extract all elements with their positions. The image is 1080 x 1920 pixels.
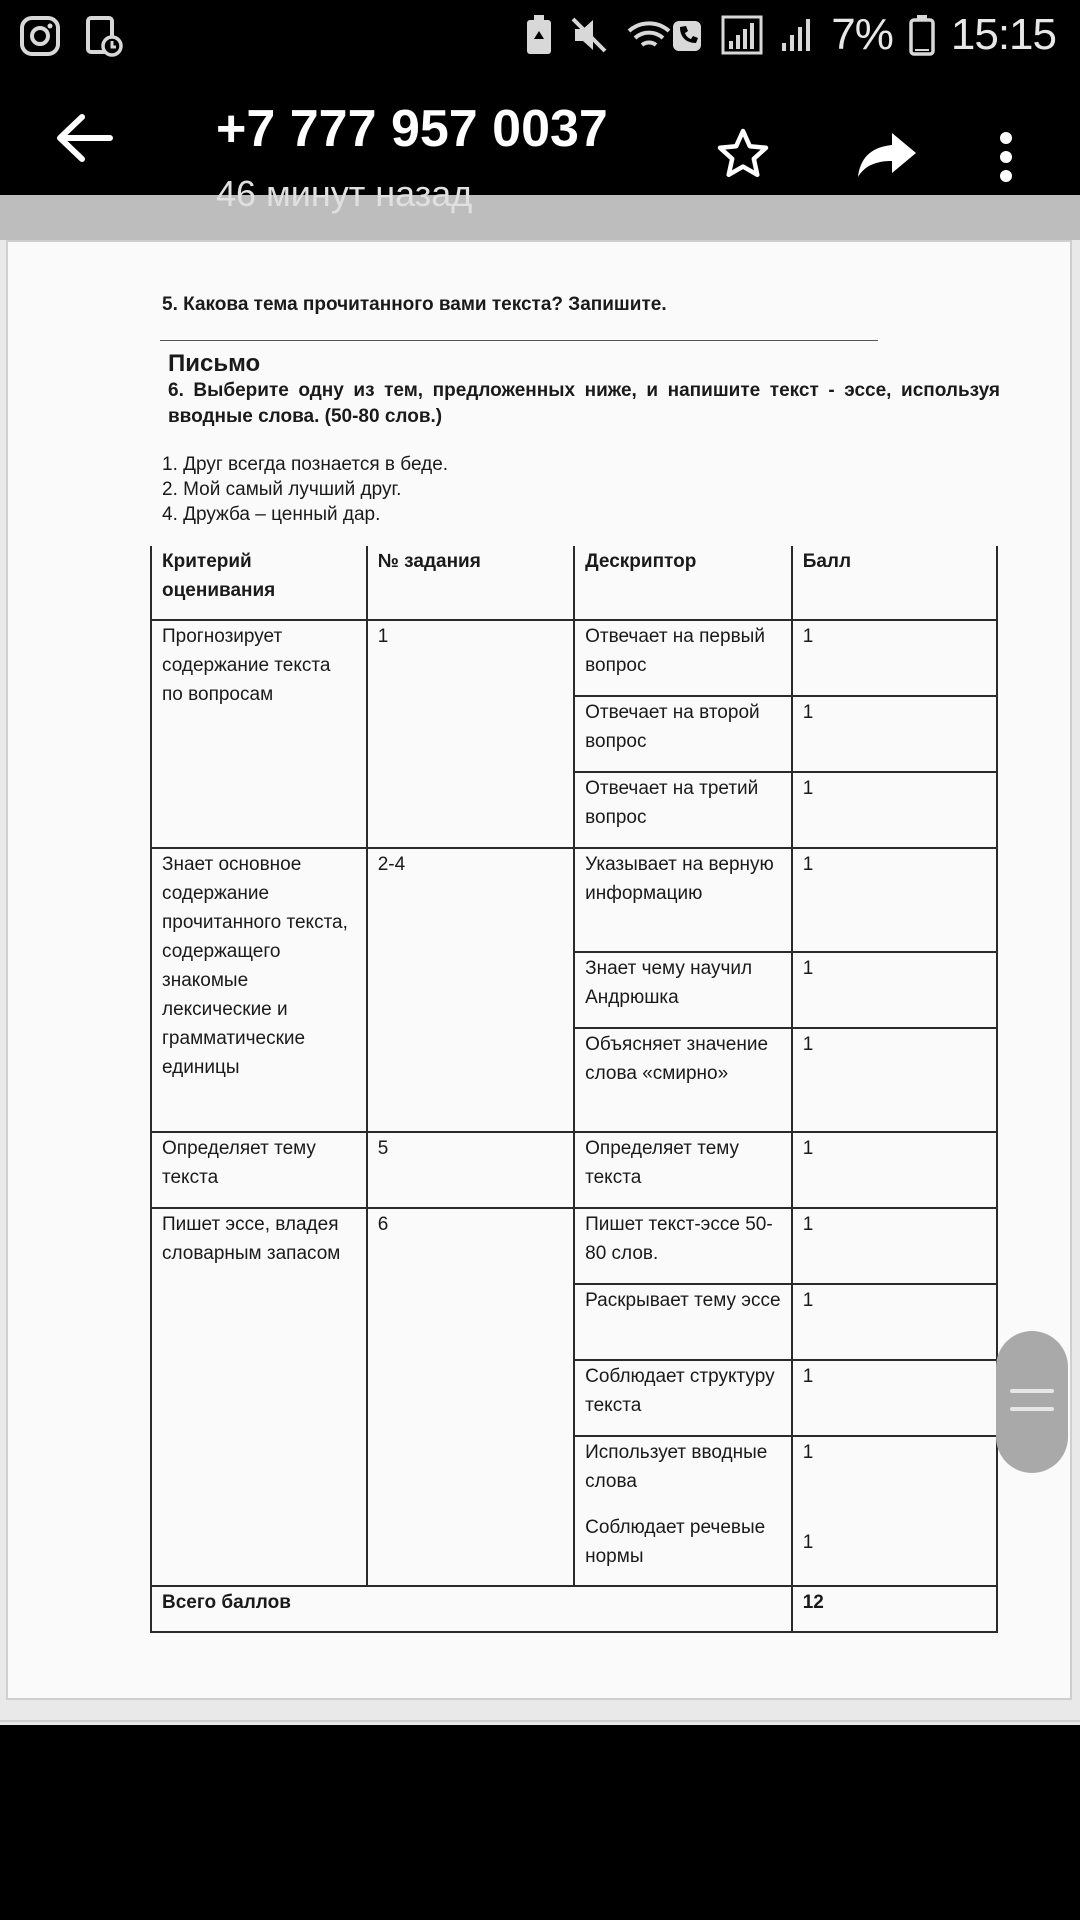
descriptor-cell-stack [574,1436,792,1586]
descriptor-cell: Определяет тему текста [574,1132,792,1208]
criterion-cell: Определяет тему текста [151,1132,367,1208]
table-row [151,1132,997,1208]
recycle-battery-icon [525,13,553,57]
signal-icon [779,13,815,57]
contact-phone-number: +7 777 957 0037 [216,100,608,158]
assessment-table [150,546,998,1633]
descriptor-cell: Использует вводные слова [585,1442,768,1492]
descriptor-cell: Отвечает на третий вопрос [574,772,792,848]
status-bar [0,0,1080,75]
score-cell: 1 [792,620,997,696]
question-6: 6. Выберите одну из тем, предложенных ниже, и напишите текст - эссе, используя вводные слова. (50-80 слов.) [168,380,1000,427]
photo-top-band [0,195,1080,240]
descriptor-cell: Соблюдает речевые нормы [585,1517,766,1567]
wifi-call-icon [625,13,705,57]
scroll-handle[interactable] [996,1331,1068,1473]
score-cell: 1 [792,952,997,1028]
back-arrow-icon[interactable] [52,113,114,168]
descriptor-cell: Соблюдает структуру текста [574,1360,792,1436]
instagram-icon [18,14,62,58]
descriptor-cell: Отвечает на первый вопрос [574,620,792,696]
score-cell: 1 [792,1132,997,1208]
app-bar [0,75,1080,195]
score-cell: 1 [792,696,997,772]
total-row [151,1586,997,1632]
header-score: Балл [792,546,997,620]
criterion-cell: Прогнозирует содержание текста по вопросам [151,620,367,848]
score-cell: 1 [792,772,997,848]
descriptor-cell: Раскрывает тему эссе [574,1284,792,1360]
descriptor-cell: Указывает на верную информацию [574,848,792,952]
table-row [151,1208,997,1284]
total-value: 12 [792,1586,997,1632]
task-cell: 1 [367,620,574,848]
table-row [151,848,997,952]
message-time: 46 минут назад [216,173,473,214]
task-cell: 6 [367,1208,574,1586]
header-descriptor: Дескриптор [574,546,792,620]
descriptor-cell: Отвечает на второй вопрос [574,696,792,772]
photo-bottom-edge [0,1720,1080,1722]
battery-percent: 7% [831,10,893,59]
list-item: 2. Мой самый лучший друг. [162,479,402,500]
header-criterion: Критерий оценивания [151,546,367,620]
document-page [6,240,1072,1700]
list-item: 1. Друг всегда познается в беде. [162,454,449,475]
score-cell: 1 [802,1532,814,1553]
clock: 15:15 [950,10,1056,59]
star-icon[interactable] [716,127,770,186]
score-cell: 1 [802,1442,814,1463]
descriptor-cell: Пишет текст-эссе 50-80 слов. [574,1208,792,1284]
section-title: Письмо [168,350,261,377]
criterion-cell: Пишет эссе, владея словарным запасом [151,1208,367,1586]
task-cell: 5 [367,1132,574,1208]
descriptor-cell: Объясняет значение слова «смирно» [574,1028,792,1132]
list-item: 4. Дружба – ценный дар. [162,504,381,525]
more-vert-icon[interactable] [998,131,1014,188]
signal-icon [721,13,763,57]
question-5: 5. Какова тема прочитанного вами текста? Запишите. [162,294,667,315]
score-cell: 1 [792,1360,997,1436]
header-task: № задания [367,546,574,620]
task-cell: 2-4 [367,848,574,1132]
table-header-row [151,546,997,620]
score-cell: 1 [792,848,997,952]
topics-list [162,452,448,527]
score-cell: 1 [792,1284,997,1360]
table-row [151,620,997,696]
screenshot-icon [84,14,124,58]
descriptor-cell: Знает чему научил Андрюшка [574,952,792,1028]
total-label: Всего баллов [151,1586,792,1632]
score-cell: 1 [792,1028,997,1132]
photo-viewer [0,173,1080,1725]
score-cell-stack [792,1436,997,1586]
mute-icon [569,13,609,57]
battery-icon [909,13,935,57]
answer-line [160,340,878,341]
criterion-cell: Знает основное содержание прочитанного текста, содержащего знакомые лексические и грамматические единицы [151,848,367,1132]
share-icon[interactable] [856,131,918,184]
score-cell: 1 [792,1208,997,1284]
